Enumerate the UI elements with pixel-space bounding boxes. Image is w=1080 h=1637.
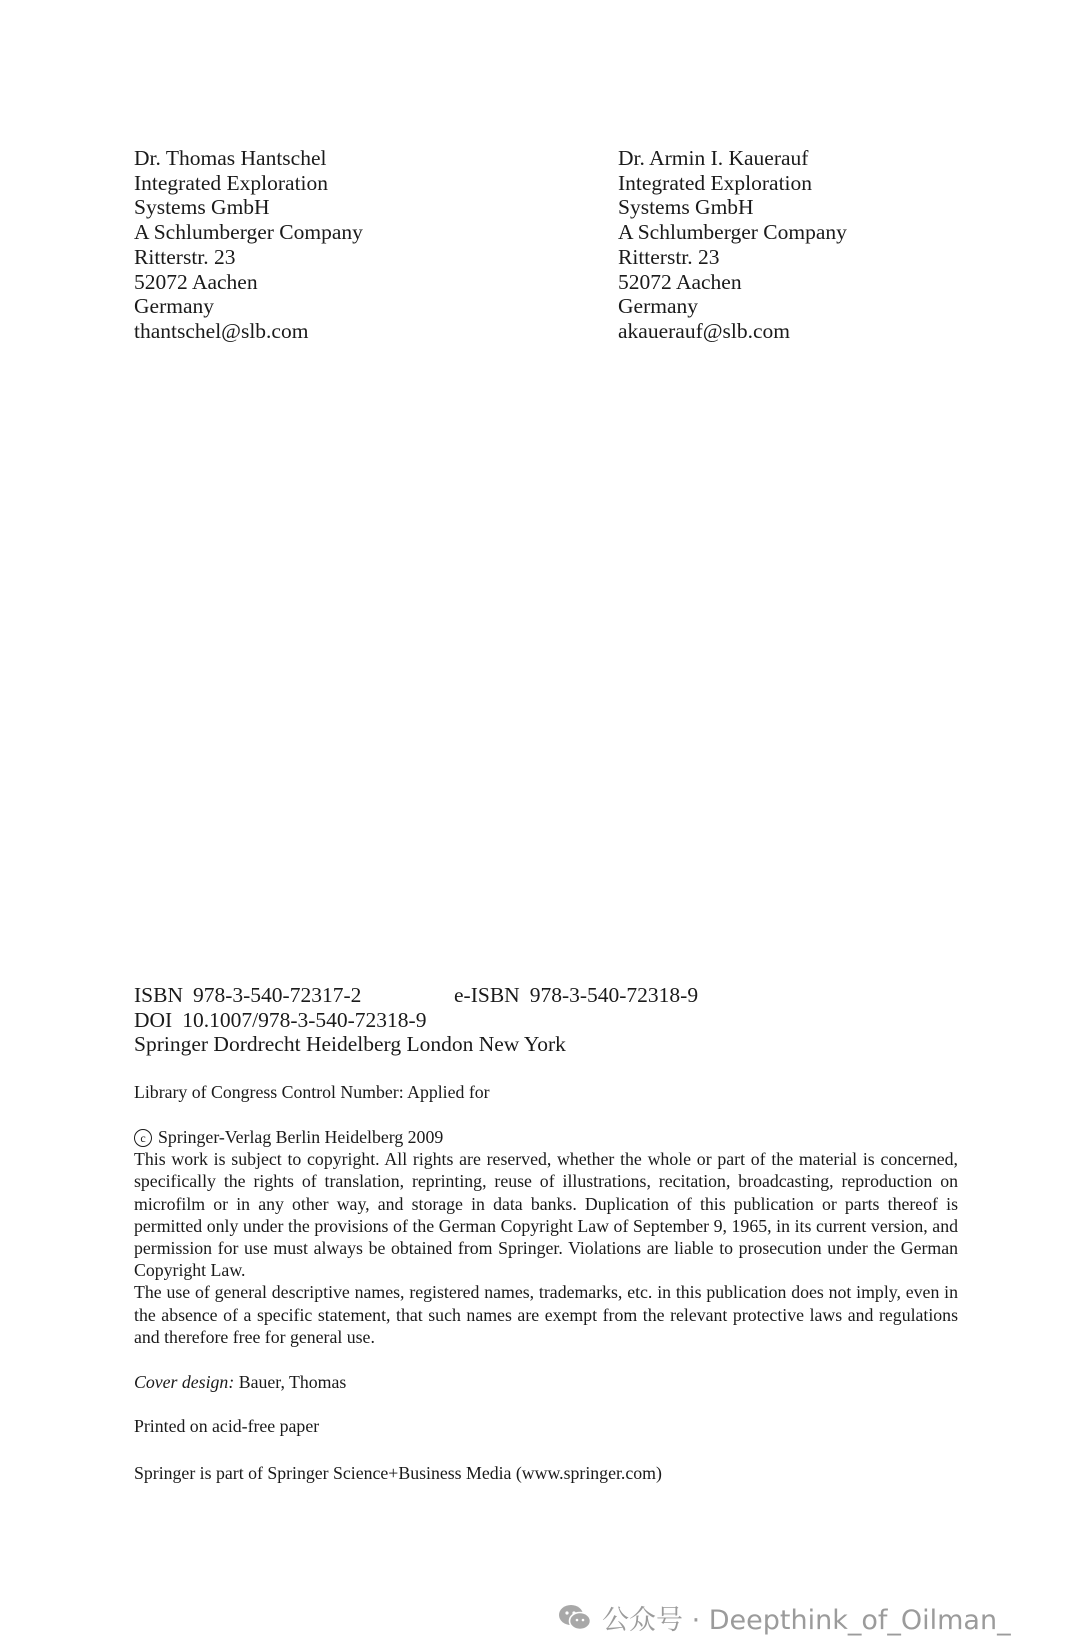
copyright-block bbox=[134, 1126, 958, 1348]
trademark-paragraph: The use of general descriptive names, registered names, trademarks, etc. in this publication does not imply, even in the absence of a specific statement, that such names are exempt from the relevant protective laws and regulations and therefore free for general use. bbox=[134, 1282, 958, 1347]
copyright-paragraph: This work is subject to copyright. All rights are reserved, whether the whole or part of the material is concerned, specifically the rights of translation, reprinting, reuse of illustrations, recitation, broadcasting, reproduction on microfilm or in any other way, and storage in data banks. Duplication of this publication or parts thereof is permitted only under the provisions of the German Copyright Law of September 9, 1965, in its current version, and permission for use must always be obtained from Springer. Violations are liable to prosecution under the German Copyright Law. bbox=[134, 1149, 958, 1281]
copyright-line bbox=[134, 1126, 958, 1148]
doi-label: DOI bbox=[134, 1007, 173, 1032]
author-address-kauerauf bbox=[618, 146, 847, 344]
eisbn-value: 978-3-540-72318-9 bbox=[529, 983, 699, 1007]
address-line: Integrated Exploration bbox=[134, 170, 329, 195]
springer-note: Springer is part of Springer Science+Business Media (www.springer.com) bbox=[134, 1463, 662, 1483]
library-of-congress-line: Library of Congress Control Number: Applied for bbox=[134, 1082, 490, 1102]
address-line: A Schlumberger Company bbox=[618, 220, 847, 245]
author-address-hantschel bbox=[134, 146, 363, 344]
isbn-value: 978-3-540-72317-2 bbox=[192, 983, 362, 1007]
doi-line bbox=[134, 1008, 698, 1033]
address-line: Ritterstr. 23 bbox=[618, 244, 720, 269]
copyright-symbol-icon: c bbox=[134, 1129, 152, 1147]
address-line: Ritterstr. 23 bbox=[134, 244, 236, 269]
isbn-label: ISBN bbox=[134, 983, 183, 1007]
isbn-line bbox=[134, 983, 698, 1008]
address-line: Germany bbox=[134, 294, 214, 319]
eisbn-label: e-ISBN bbox=[454, 983, 520, 1007]
author-email: akauerauf@slb.com bbox=[618, 318, 791, 343]
cover-design-value: Bauer, Thomas bbox=[238, 1372, 347, 1392]
address-line: 52072 Aachen bbox=[134, 269, 258, 294]
address-line: A Schlumberger Company bbox=[134, 220, 363, 245]
watermark-text: 公众号 · Deepthink_of_Oilman_ bbox=[602, 1605, 1011, 1636]
address-line: Systems GmbH bbox=[618, 195, 754, 220]
address-line: 52072 Aachen bbox=[618, 269, 742, 294]
isbn-block bbox=[134, 983, 698, 1057]
author-name: Dr. Armin I. Kauerauf bbox=[618, 146, 809, 170]
address-line: Integrated Exploration bbox=[618, 170, 813, 195]
doi-value: 10.1007/978-3-540-72318-9 bbox=[182, 1007, 427, 1032]
cover-design-label: Cover design: bbox=[134, 1372, 235, 1392]
publisher-cities: Springer Dordrecht Heidelberg London New York bbox=[134, 1032, 566, 1057]
watermark bbox=[558, 1598, 1011, 1637]
copyright-holder: Springer-Verlag Berlin Heidelberg 2009 bbox=[158, 1127, 444, 1147]
address-line: Systems GmbH bbox=[134, 195, 270, 220]
printed-note: Printed on acid-free paper bbox=[134, 1416, 320, 1436]
cover-design-line bbox=[134, 1371, 958, 1393]
wechat-icon bbox=[558, 1604, 592, 1632]
author-name: Dr. Thomas Hantschel bbox=[134, 146, 327, 170]
address-line: Germany bbox=[618, 294, 698, 319]
author-email: thantschel@slb.com bbox=[134, 318, 309, 343]
